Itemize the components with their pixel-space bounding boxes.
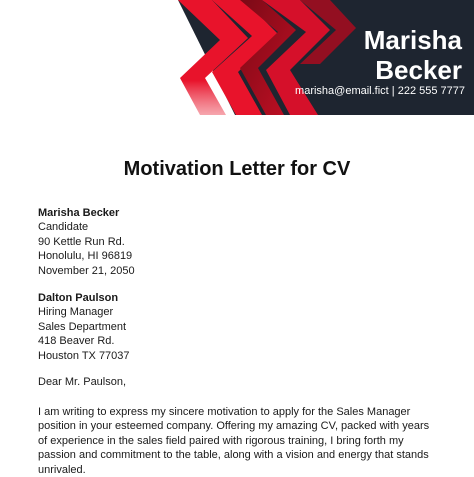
body-paragraph: I am writing to express my sincere motivation to apply for the Sales Manager position in your esteemed company. Offering my amazing CV, packed with years of experience in the sales field paired with rigorous training, I bring forth my passion and commitment to the table, along with a vision and energy that stands unrivaled. [38,406,430,476]
sender-role: Candidate [38,221,89,234]
sender-address-block [38,206,135,278]
sender-street: 90 Kettle Run Rd. [38,235,125,248]
recipient-city: Houston TX 77037 [38,349,130,362]
header-last-name: Becker [375,55,462,85]
recipient-street: 418 Beaver Rd. [38,335,115,348]
salutation: Dear Mr. Paulson, [38,376,127,388]
header-contact: marisha@email.fict | 222 555 7777 [295,85,465,97]
sender-name: Marisha Becker [38,207,120,219]
letter-date: November 21, 2050 [38,264,135,277]
recipient-department: Sales Department [38,320,127,333]
header-first-name: Marisha [363,25,462,55]
header-banner [0,0,474,115]
recipient-role: Hiring Manager [38,306,114,319]
recipient-name: Dalton Paulson [38,292,119,304]
document-title: Motivation Letter for CV [123,158,351,180]
recipient-address-block [38,291,130,363]
sender-city: Honolulu, HI 96819 [38,250,133,263]
